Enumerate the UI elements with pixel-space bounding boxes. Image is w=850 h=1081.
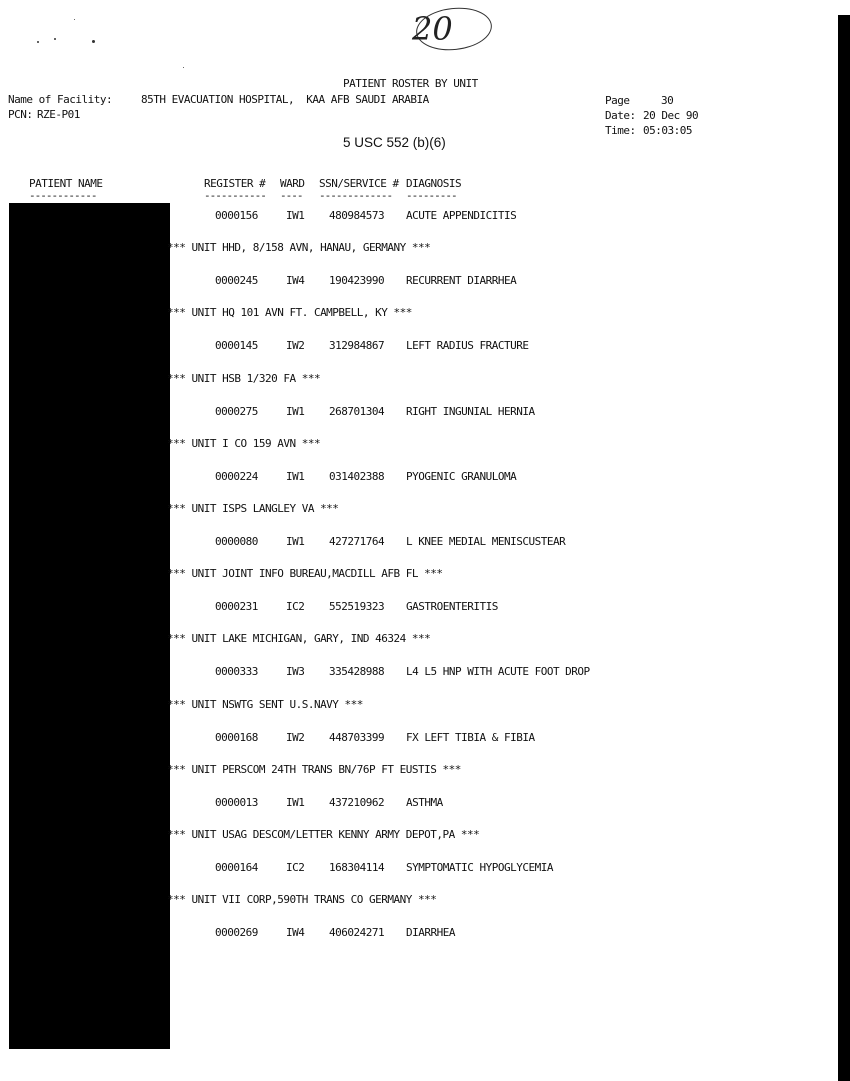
date-label: Date: xyxy=(605,109,636,122)
register-number-cell: 0000164 xyxy=(215,861,258,874)
ward-cell: IW1 xyxy=(286,470,305,483)
col-header-register: REGISTER # xyxy=(204,177,266,190)
col-header-ward: WARD xyxy=(280,177,305,190)
unit-heading: *** UNIT LAKE MICHIGAN, GARY, IND 46324 *** xyxy=(167,632,431,645)
register-number-cell: 0000269 xyxy=(215,926,258,939)
register-number-cell: 0000080 xyxy=(215,535,258,548)
redaction-block xyxy=(9,203,170,1049)
date-value: 20 Dec 90 xyxy=(643,109,699,122)
page-value: 30 xyxy=(661,94,674,107)
diagnosis-cell: ASTHMA xyxy=(406,796,443,809)
ward-cell: IW2 xyxy=(286,339,305,352)
ssn-cell: 406024271 xyxy=(329,926,385,939)
col-header-ssn: SSN/SERVICE # xyxy=(319,177,399,190)
handwritten-page-number: 20 xyxy=(412,10,453,48)
ward-cell: IC2 xyxy=(286,861,305,874)
header-underline: ----------- xyxy=(204,189,266,202)
pcn-value: RZE-P01 xyxy=(37,108,80,121)
unit-heading: *** UNIT JOINT INFO BUREAU,MACDILL AFB FL *** xyxy=(167,567,443,580)
scan-speck xyxy=(74,19,75,20)
ssn-cell: 190423990 xyxy=(329,274,385,287)
scan-speck xyxy=(183,67,184,68)
ward-cell: IW2 xyxy=(286,731,305,744)
ssn-cell: 480984573 xyxy=(329,209,385,222)
diagnosis-cell: LEFT RADIUS FRACTURE xyxy=(406,339,529,352)
ssn-cell: 427271764 xyxy=(329,535,385,548)
ssn-cell: 552519323 xyxy=(329,600,385,613)
ssn-cell: 168304114 xyxy=(329,861,385,874)
unit-heading: *** UNIT VII CORP,590TH TRANS CO GERMANY *** xyxy=(167,893,437,906)
ssn-cell: 312984867 xyxy=(329,339,385,352)
ward-cell: IC2 xyxy=(286,600,305,613)
scan-speck xyxy=(92,40,95,43)
diagnosis-cell: L4 L5 HNP WITH ACUTE FOOT DROP xyxy=(406,665,590,678)
register-number-cell: 0000013 xyxy=(215,796,258,809)
ssn-cell: 335428988 xyxy=(329,665,385,678)
diagnosis-cell: ACUTE APPENDICITIS xyxy=(406,209,517,222)
scan-speck xyxy=(54,38,56,40)
time-value: 05:03:05 xyxy=(643,124,692,137)
scan-edge-bar xyxy=(838,15,850,1081)
ssn-cell: 268701304 xyxy=(329,405,385,418)
unit-heading: *** UNIT PERSCOM 24TH TRANS BN/76P FT EUSTIS *** xyxy=(167,763,461,776)
unit-heading: *** UNIT USAG DESCOM/LETTER KENNY ARMY DEPOT,PA *** xyxy=(167,828,480,841)
ward-cell: IW3 xyxy=(286,665,305,678)
unit-heading: *** UNIT HHD, 8/158 AVN, HANAU, GERMANY *** xyxy=(167,241,431,254)
ssn-cell: 448703399 xyxy=(329,731,385,744)
unit-heading: *** UNIT ISPS LANGLEY VA *** xyxy=(167,502,339,515)
foia-exemption-stamp: 5 USC 552 (b)(6) xyxy=(343,135,446,150)
diagnosis-cell: L KNEE MEDIAL MENISCUSTEAR xyxy=(406,535,566,548)
register-number-cell: 0000145 xyxy=(215,339,258,352)
facility-value: 85TH EVACUATION HOSPITAL, KAA AFB SAUDI ARABIA xyxy=(141,93,429,106)
diagnosis-cell: SYMPTOMATIC HYPOGLYCEMIA xyxy=(406,861,553,874)
register-number-cell: 0000245 xyxy=(215,274,258,287)
header-underline: ---- xyxy=(280,189,303,202)
header-underline: --------- xyxy=(406,189,457,202)
ward-cell: IW1 xyxy=(286,796,305,809)
ward-cell: IW1 xyxy=(286,535,305,548)
diagnosis-cell: DIARRHEA xyxy=(406,926,455,939)
unit-heading: *** UNIT HSB 1/320 FA *** xyxy=(167,372,321,385)
register-number-cell: 0000168 xyxy=(215,731,258,744)
diagnosis-cell: RECURRENT DIARRHEA xyxy=(406,274,517,287)
register-number-cell: 0000224 xyxy=(215,470,258,483)
unit-heading: *** UNIT HQ 101 AVN FT. CAMPBELL, KY *** xyxy=(167,306,412,319)
page-label: Page xyxy=(605,94,630,107)
diagnosis-cell: RIGHT INGUNIAL HERNIA xyxy=(406,405,535,418)
header-underline: ------------- xyxy=(319,189,393,202)
col-header-diagnosis: DIAGNOSIS xyxy=(406,177,462,190)
ward-cell: IW1 xyxy=(286,405,305,418)
diagnosis-cell: FX LEFT TIBIA & FIBIA xyxy=(406,731,535,744)
diagnosis-cell: GASTROENTERITIS xyxy=(406,600,498,613)
unit-heading: *** UNIT I CO 159 AVN *** xyxy=(167,437,321,450)
ward-cell: IW1 xyxy=(286,209,305,222)
ssn-cell: 031402388 xyxy=(329,470,385,483)
col-header-patient-name: PATIENT NAME xyxy=(29,177,103,190)
facility-label: Name of Facility: xyxy=(8,93,113,106)
header-underline: ------------ xyxy=(29,189,97,202)
scan-speck xyxy=(37,41,39,43)
register-number-cell: 0000333 xyxy=(215,665,258,678)
ssn-cell: 437210962 xyxy=(329,796,385,809)
unit-heading: *** UNIT NSWTG SENT U.S.NAVY *** xyxy=(167,698,363,711)
time-label: Time: xyxy=(605,124,636,137)
ward-cell: IW4 xyxy=(286,926,305,939)
pcn-label: PCN: xyxy=(8,108,33,121)
ward-cell: IW4 xyxy=(286,274,305,287)
register-number-cell: 0000231 xyxy=(215,600,258,613)
register-number-cell: 0000275 xyxy=(215,405,258,418)
diagnosis-cell: PYOGENIC GRANULOMA xyxy=(406,470,517,483)
report-title: PATIENT ROSTER BY UNIT xyxy=(343,77,478,90)
register-number-cell: 0000156 xyxy=(215,209,258,222)
